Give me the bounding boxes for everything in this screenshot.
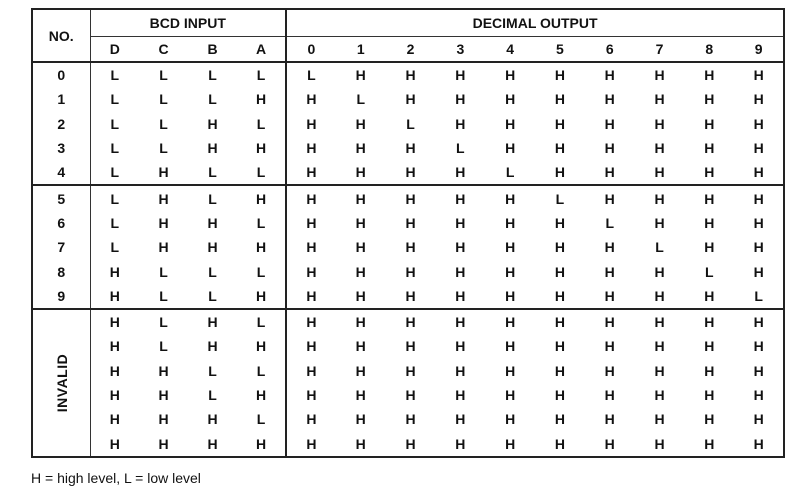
bcd-cell: H — [207, 115, 218, 132]
decimal-column-header: 0 — [286, 37, 336, 63]
bcd-cell: H — [255, 140, 267, 157]
bcd-cell: H — [158, 435, 169, 452]
bcd-cell: L — [110, 115, 120, 132]
bcd-cell: H — [255, 91, 267, 108]
row-number: 8 — [32, 259, 90, 283]
output-cell: H — [753, 338, 764, 355]
output-cell: H — [554, 287, 565, 304]
output-cell: H — [386, 185, 436, 210]
output-cell: H — [753, 263, 764, 280]
output-cell: H — [485, 185, 535, 210]
bcd-column-header: A — [237, 37, 286, 63]
output-cell: H — [654, 338, 665, 355]
output-cell: H — [505, 287, 516, 304]
output-cell: H — [286, 309, 336, 334]
output-cell: H — [455, 387, 466, 403]
output-cell: H — [704, 164, 715, 181]
bcd-cell: H — [158, 362, 169, 379]
output-cell: H — [485, 62, 535, 87]
legend: H = high level, L = low level — [31, 470, 201, 486]
output-cell: H — [505, 214, 516, 231]
output-cell: H — [405, 239, 416, 256]
output-cell: H — [286, 407, 336, 431]
output-cell: H — [505, 91, 516, 108]
output-cell: H — [635, 62, 685, 87]
output-cell: H — [654, 411, 665, 428]
output-cell: H — [336, 62, 386, 87]
table-row — [32, 235, 784, 259]
bcd-cell: H — [207, 338, 218, 355]
bcd-cell: L — [208, 91, 217, 108]
output-cell: H — [405, 214, 416, 231]
table-row — [32, 259, 784, 283]
output-cell: H — [704, 387, 715, 403]
output-cell: H — [604, 411, 615, 428]
output-cell: H — [654, 115, 665, 132]
output-cell: H — [455, 287, 466, 304]
decimal-column-header: 5 — [535, 37, 585, 63]
bcd-cell: H — [158, 411, 169, 428]
output-cell: H — [355, 115, 366, 132]
output-cell: H — [286, 235, 336, 259]
output-cell: H — [654, 91, 665, 108]
output-cell: H — [734, 62, 784, 87]
output-cell: H — [505, 435, 516, 452]
bcd-cell: H — [158, 164, 169, 181]
row-number: 1 — [32, 87, 90, 111]
bcd-cell: L — [159, 263, 168, 280]
table-row — [32, 160, 784, 185]
row-number: 3 — [32, 136, 90, 160]
output-cell: H — [684, 185, 734, 210]
bcd-cell: H — [139, 185, 188, 210]
output-cell: H — [654, 164, 665, 181]
output-cell: H — [535, 62, 585, 87]
output-cell: H — [554, 338, 565, 355]
bcd-cell: H — [109, 287, 120, 304]
table-row-invalid — [32, 407, 784, 431]
output-cell: H — [654, 362, 665, 379]
output-cell: H — [286, 284, 336, 309]
output-cell: H — [654, 263, 665, 280]
output-cell: H — [286, 112, 336, 136]
output-cell: L — [286, 62, 336, 87]
output-cell: H — [505, 338, 516, 355]
output-cell: H — [336, 309, 386, 334]
output-cell: H — [405, 435, 416, 452]
bcd-cell: L — [256, 263, 266, 280]
output-cell: H — [455, 338, 466, 355]
bcd-cell: H — [109, 338, 120, 355]
output-cell: H — [405, 263, 416, 280]
bcd-column-header: C — [139, 37, 188, 63]
output-cell: H — [684, 62, 734, 87]
bcd-cell: L — [208, 287, 217, 304]
output-cell: H — [704, 91, 715, 108]
output-cell: H — [704, 214, 715, 231]
output-cell: H — [455, 164, 466, 181]
bcd-cell: L — [188, 185, 237, 210]
output-cell: L — [655, 239, 664, 256]
output-cell: H — [554, 239, 565, 256]
table-row — [32, 211, 784, 235]
bcd-cell: H — [188, 309, 237, 334]
output-cell: H — [753, 411, 764, 428]
output-cell: H — [405, 140, 416, 157]
output-cell: H — [386, 62, 436, 87]
bcd-cell: L — [159, 287, 168, 304]
output-cell: H — [604, 387, 615, 403]
output-cell: H — [505, 239, 516, 256]
bcd-cell: H — [255, 387, 267, 403]
bcd-cell: L — [237, 62, 286, 87]
output-cell: H — [554, 91, 565, 108]
bcd-cell: L — [159, 115, 168, 132]
table-row — [32, 136, 784, 160]
output-cell: H — [753, 115, 764, 132]
bcd-cell: H — [158, 214, 169, 231]
output-cell: H — [405, 338, 416, 355]
bcd-column-header: D — [90, 37, 139, 63]
output-cell: H — [554, 115, 565, 132]
output-cell: L — [456, 140, 465, 157]
bcd-cell: L — [159, 140, 168, 157]
output-cell: H — [435, 62, 485, 87]
table-row — [32, 185, 784, 210]
column-header-row — [32, 37, 784, 63]
output-cell: H — [654, 140, 665, 157]
bcd-column-header: B — [188, 37, 237, 63]
output-cell: H — [355, 263, 366, 280]
bcd-cell: L — [256, 164, 266, 181]
decimal-column-header: 1 — [336, 37, 386, 63]
output-cell: H — [704, 435, 715, 452]
output-cell: H — [604, 91, 615, 108]
output-cell: H — [455, 115, 466, 132]
truth-table — [31, 8, 785, 458]
row-number: 5 — [32, 185, 90, 210]
bcd-cell: H — [255, 239, 267, 256]
bcd-cell: L — [90, 62, 139, 87]
output-cell: H — [435, 185, 485, 210]
output-cell: H — [604, 140, 615, 157]
row-number: 9 — [32, 284, 90, 309]
output-cell: H — [604, 435, 615, 452]
output-cell: H — [604, 338, 615, 355]
output-cell: H — [604, 164, 615, 181]
output-cell: H — [386, 309, 436, 334]
output-cell: L — [535, 185, 585, 210]
row-number: 4 — [32, 160, 90, 185]
bcd-cell: H — [255, 287, 267, 304]
output-cell: H — [654, 387, 665, 403]
output-cell: H — [684, 309, 734, 334]
output-cell: H — [286, 136, 336, 160]
output-cell: H — [405, 387, 416, 403]
output-cell: H — [535, 309, 585, 334]
bcd-cell: L — [237, 309, 286, 334]
output-cell: H — [554, 140, 565, 157]
row-number: 0 — [32, 62, 90, 87]
table-row-invalid — [32, 383, 784, 407]
row-number: 6 — [32, 211, 90, 235]
output-cell: H — [704, 287, 715, 304]
output-cell: H — [336, 185, 386, 210]
output-cell: H — [704, 338, 715, 355]
output-cell: H — [355, 239, 366, 256]
decimal-column-header: 8 — [684, 37, 734, 63]
output-cell: H — [435, 309, 485, 334]
output-cell: L — [705, 263, 714, 280]
decimal-output-header: DECIMAL OUTPUT — [286, 9, 784, 37]
output-cell: H — [734, 309, 784, 334]
output-cell: H — [505, 140, 516, 157]
output-cell: L — [406, 115, 415, 132]
output-cell: H — [554, 362, 565, 379]
bcd-cell: L — [256, 362, 266, 379]
output-cell: H — [455, 362, 466, 379]
bcd-cell: H — [207, 411, 218, 428]
bcd-cell: L — [139, 309, 188, 334]
bcd-cell: L — [110, 164, 120, 181]
no-header: NO. — [32, 9, 90, 62]
bcd-cell: L — [90, 185, 139, 210]
bcd-cell: L — [188, 62, 237, 87]
output-cell: H — [704, 239, 715, 256]
output-cell: H — [554, 164, 565, 181]
bcd-cell: H — [207, 435, 218, 452]
output-cell: H — [505, 411, 516, 428]
output-cell: H — [604, 239, 615, 256]
output-cell: H — [635, 185, 685, 210]
bcd-cell: L — [159, 338, 168, 355]
bcd-cell: H — [237, 185, 286, 210]
output-cell: H — [286, 359, 336, 383]
output-cell: H — [286, 185, 336, 210]
output-cell: H — [704, 115, 715, 132]
output-cell: H — [554, 411, 565, 428]
output-cell: H — [455, 214, 466, 231]
output-cell: H — [753, 435, 764, 452]
output-cell: L — [605, 214, 614, 231]
output-cell: H — [554, 387, 565, 403]
output-cell: H — [554, 214, 565, 231]
output-cell: H — [355, 287, 366, 304]
bcd-cell: L — [110, 140, 120, 157]
bcd-cell: H — [109, 435, 120, 452]
bcd-cell: H — [207, 239, 218, 256]
output-cell: H — [355, 338, 366, 355]
decimal-column-header: 3 — [435, 37, 485, 63]
bcd-cell: H — [255, 338, 267, 355]
output-cell: H — [405, 362, 416, 379]
table-row-invalid — [32, 359, 784, 383]
output-cell: H — [635, 309, 685, 334]
output-cell: H — [585, 185, 635, 210]
output-cell: H — [505, 115, 516, 132]
table-row — [32, 87, 784, 111]
output-cell: H — [734, 185, 784, 210]
output-cell: H — [604, 362, 615, 379]
output-cell: H — [355, 411, 366, 428]
decimal-column-header: 7 — [635, 37, 685, 63]
bcd-cell: H — [109, 387, 120, 403]
output-cell: L — [505, 164, 515, 181]
row-number: 7 — [32, 235, 90, 259]
output-cell: H — [455, 411, 466, 428]
bcd-cell: L — [208, 362, 217, 379]
output-cell: H — [753, 164, 764, 181]
output-cell: H — [405, 287, 416, 304]
output-cell: H — [753, 91, 764, 108]
decimal-column-header: 6 — [585, 37, 635, 63]
output-cell: H — [505, 362, 516, 379]
invalid-label-cell — [32, 309, 90, 457]
output-cell: H — [455, 91, 466, 108]
bcd-cell: L — [208, 387, 217, 403]
bcd-cell: L — [256, 214, 266, 231]
output-cell: H — [604, 287, 615, 304]
output-cell: H — [286, 211, 336, 235]
bcd-cell: H — [255, 435, 267, 452]
output-cell: H — [455, 263, 466, 280]
bcd-cell: H — [109, 263, 120, 280]
bcd-cell: L — [159, 91, 168, 108]
output-cell: H — [585, 62, 635, 87]
output-cell: H — [286, 431, 336, 456]
table-row-invalid — [32, 334, 784, 358]
output-cell: H — [286, 87, 336, 111]
bcd-cell: H — [207, 214, 218, 231]
output-cell: H — [405, 91, 416, 108]
bcd-cell: H — [90, 309, 139, 334]
table-row — [32, 112, 784, 136]
output-cell: H — [753, 140, 764, 157]
output-cell: H — [753, 239, 764, 256]
bcd-cell: H — [158, 239, 169, 256]
bcd-cell: H — [109, 411, 120, 428]
output-cell: H — [604, 263, 615, 280]
table-row — [32, 284, 784, 309]
bcd-cell: L — [110, 239, 120, 256]
output-cell: H — [654, 214, 665, 231]
output-cell: H — [455, 239, 466, 256]
output-cell: H — [485, 309, 535, 334]
table-row — [32, 62, 784, 87]
decimal-column-header: 2 — [386, 37, 436, 63]
row-number: 2 — [32, 112, 90, 136]
bcd-input-header: BCD INPUT — [90, 9, 286, 37]
output-cell: H — [554, 263, 565, 280]
output-cell: H — [753, 362, 764, 379]
output-cell: H — [405, 164, 416, 181]
bcd-cell: H — [109, 362, 120, 379]
output-cell: H — [286, 334, 336, 358]
bcd-cell: L — [208, 263, 217, 280]
output-cell: L — [356, 91, 366, 108]
bcd-cell: H — [158, 387, 169, 403]
bcd-cell: L — [256, 411, 266, 428]
output-cell: H — [286, 259, 336, 283]
output-cell: H — [654, 287, 665, 304]
bcd-cell: L — [110, 91, 120, 108]
output-cell: H — [355, 362, 366, 379]
bcd-cell: L — [110, 214, 120, 231]
output-cell: H — [505, 263, 516, 280]
output-cell: H — [505, 387, 516, 403]
output-cell: L — [754, 287, 763, 304]
output-cell: H — [355, 214, 366, 231]
bcd-cell: L — [256, 115, 266, 132]
output-cell: H — [554, 435, 565, 452]
table-row-invalid — [32, 431, 784, 456]
output-cell: H — [355, 435, 366, 452]
output-cell: H — [704, 411, 715, 428]
output-cell: H — [585, 309, 635, 334]
output-cell: H — [355, 140, 366, 157]
output-cell: H — [753, 387, 764, 403]
output-cell: H — [654, 435, 665, 452]
output-cell: H — [753, 214, 764, 231]
decimal-column-header: 9 — [734, 37, 784, 63]
table-row-invalid — [32, 309, 784, 334]
bcd-cell: H — [207, 140, 218, 157]
output-cell: H — [604, 115, 615, 132]
output-cell: H — [355, 387, 366, 403]
output-cell: H — [355, 164, 366, 181]
output-cell: H — [455, 435, 466, 452]
invalid-label: INVALID — [54, 353, 71, 413]
output-cell: H — [704, 362, 715, 379]
output-cell: H — [704, 140, 715, 157]
bcd-cell: L — [139, 62, 188, 87]
decimal-column-header: 4 — [485, 37, 535, 63]
output-cell: H — [405, 411, 416, 428]
output-cell: H — [286, 160, 336, 185]
output-cell: H — [286, 383, 336, 407]
bcd-cell: L — [208, 164, 217, 181]
